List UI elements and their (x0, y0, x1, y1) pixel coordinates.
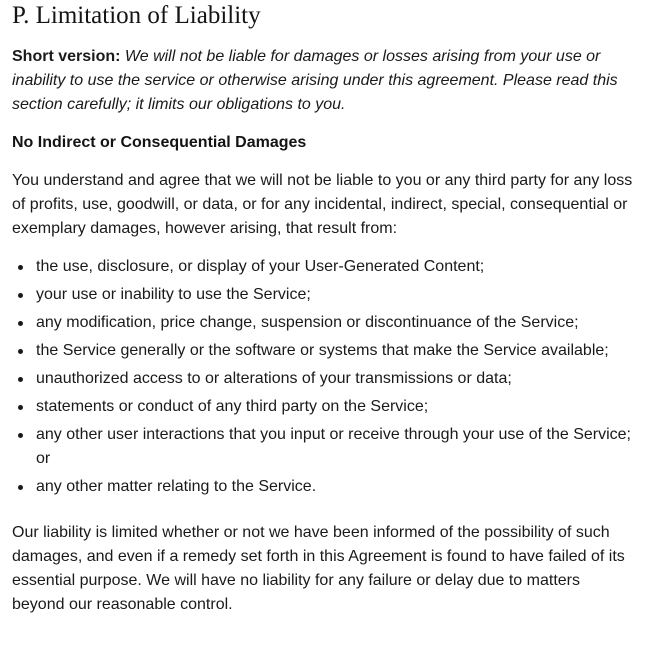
list-item (12, 423, 636, 471)
list-item-text: any other matter relating to the Service. (36, 478, 317, 495)
bullet-icon (18, 349, 23, 354)
bullet-icon (18, 485, 23, 490)
list-item-text: the Service generally or the software or systems that make the Service available; (36, 342, 609, 359)
list-item (12, 255, 636, 279)
bullet-icon (18, 377, 23, 382)
list-item-text: statements or conduct of any third party on the Service; (36, 398, 429, 415)
list-item-text: any other user interactions that you input or receive through your use of the Service; or (36, 426, 631, 467)
bullet-icon (18, 321, 23, 326)
closing-paragraph: Our liability is limited whether or not we have been informed of the possibility of such damages, and even if a remedy set forth in this Agreement is found to have failed of its essential purpose. We will have no liability for any failure or delay due to matters beyond our reasonable control. (12, 524, 625, 613)
intro-paragraph: You understand and agree that we will not be liable to you or any third party for any loss of profits, use, goodwill, or data, or for any incidental, indirect, special, consequential or exemplary damages, however arising, that result from: (12, 172, 633, 237)
list-item-text: the use, disclosure, or display of your User-Generated Content; (36, 258, 485, 275)
bullet-icon (18, 293, 23, 298)
short-version-paragraph (12, 45, 636, 117)
list-item (12, 367, 636, 391)
section-title: P. Limitation of Liability (12, 2, 261, 29)
bullet-icon (18, 405, 23, 410)
short-version-label: Short version: (12, 48, 121, 65)
document-page (0, 1, 648, 617)
bullet-icon (18, 265, 23, 270)
list-item (12, 475, 636, 499)
damages-list (12, 255, 636, 499)
list-item (12, 339, 636, 363)
list-item-text: unauthorized access to or alterations of your transmissions or data; (36, 370, 512, 387)
short-version-text: We will not be liable for damages or losses arising from your use or inability to use the service or otherwise arising under this agreement. Please read this section carefully; it limits our obligations to you. (12, 48, 618, 113)
list-item-text: your use or inability to use the Service; (36, 286, 311, 303)
list-item (12, 283, 636, 307)
subheading-no-indirect-damages: No Indirect or Consequential Damages (12, 134, 307, 151)
list-item-text: any modification, price change, suspension or discontinuance of the Service; (36, 314, 579, 331)
bullet-icon (18, 433, 23, 438)
list-item (12, 395, 636, 419)
list-item (12, 311, 636, 335)
